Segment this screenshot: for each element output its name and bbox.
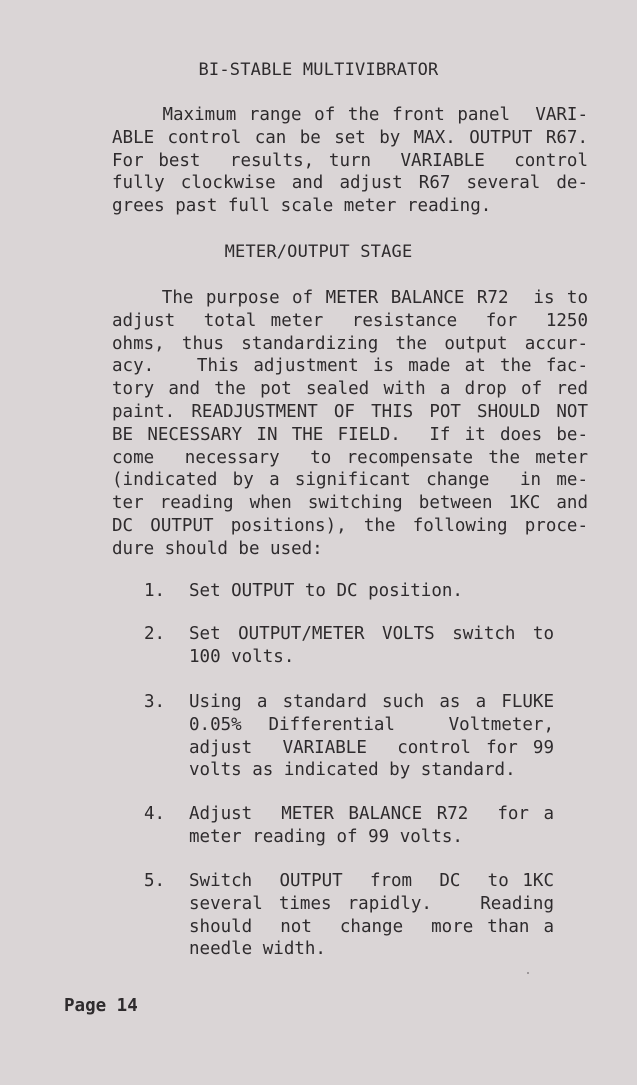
step-number: 1. xyxy=(144,581,166,601)
text-line: Maximum range of the front panel VARI- xyxy=(112,105,588,125)
paragraph-bistable xyxy=(112,104,588,218)
step-text xyxy=(189,803,554,849)
step-number: 3. xyxy=(144,692,166,712)
text-line: ABLE control can be set by MAX. OUTPUT R67. xyxy=(112,127,588,148)
text-line: volts as indicated by standard. xyxy=(189,760,516,781)
text-line: The purpose of METER BALANCE R72 is to xyxy=(112,288,588,308)
text-line: Adjust METER BALANCE R72 for a xyxy=(189,804,554,824)
text-line: ohms, thus standardizing the output accur- xyxy=(112,333,588,354)
text-line: (indicated by a significant change in me- xyxy=(112,470,588,491)
text-line: Set OUTPUT/METER VOLTS switch to xyxy=(189,624,554,644)
text-line: BE NECESSARY IN THE FIELD. If it does be- xyxy=(112,424,588,445)
text-line: come necessary to recompensate the meter xyxy=(112,447,588,468)
step-number: 5. xyxy=(144,871,166,891)
page-number: Page 14 xyxy=(64,996,138,1016)
step-text xyxy=(189,623,554,669)
text-line: tory and the pot sealed with a drop of red xyxy=(112,379,588,400)
text-line: several times rapidly. Reading xyxy=(189,893,554,914)
text-line: Set OUTPUT to DC position. xyxy=(189,581,463,601)
text-line: meter reading of 99 volts. xyxy=(189,826,463,847)
text-line: For best results, turn VARIABLE control xyxy=(112,150,588,171)
text-line: acy. This adjustment is made at the fac- xyxy=(112,356,588,377)
step-number: 4. xyxy=(144,804,166,824)
text-line: ter reading when switching between 1KC and xyxy=(112,493,588,514)
text-line: dure should be used: xyxy=(112,538,323,559)
text-line: Switch OUTPUT from DC to 1KC xyxy=(189,871,554,891)
section-heading-meter-output: METER/OUTPUT STAGE xyxy=(224,242,413,262)
text-line: DC OUTPUT positions), the following proce- xyxy=(112,515,588,536)
text-line: grees past full scale meter reading. xyxy=(112,196,492,217)
text-line: 100 volts. xyxy=(189,646,295,667)
section-heading-bistable: BI-STABLE MULTIVIBRATOR xyxy=(198,60,439,80)
text-line: should not change more than a xyxy=(189,916,554,937)
text-line: Using a standard such as a FLUKE xyxy=(189,692,554,712)
text-line: needle width. xyxy=(189,939,326,960)
text-line: paint. READJUSTMENT OF THIS POT SHOULD NOT xyxy=(112,401,588,422)
step-number: 2. xyxy=(144,624,166,644)
paper-speck xyxy=(527,972,529,974)
text-line: 0.05% Differential Voltmeter, xyxy=(189,714,554,735)
step-text xyxy=(189,870,554,961)
step-text xyxy=(189,691,554,782)
step-text xyxy=(189,580,554,603)
text-line: fully clockwise and adjust R67 several de- xyxy=(112,173,588,194)
text-line: adjust VARIABLE control for 99 xyxy=(189,737,554,758)
paragraph-meter-balance xyxy=(112,287,588,561)
text-line: adjust total meter resistance for 1250 xyxy=(112,310,588,331)
